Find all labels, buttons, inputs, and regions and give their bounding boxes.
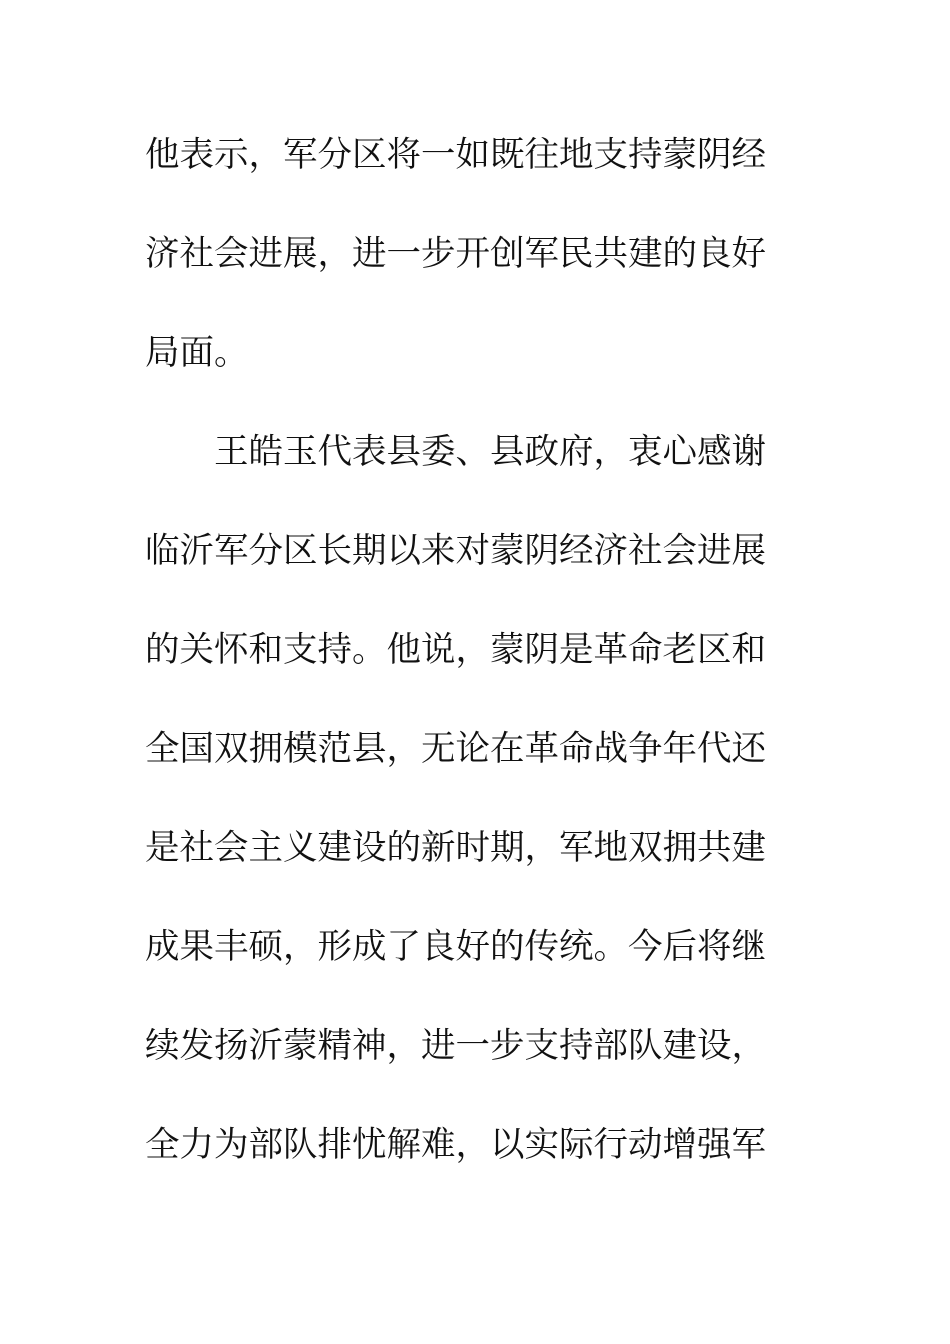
text-line: 他表示，军分区将一如既往地支持蒙阴经 [145, 135, 766, 175]
text-line: 全国双拥模范县，无论在革命战争年代还 [145, 729, 766, 769]
text-line: 成果丰硕，形成了良好的传统。今后将继 [145, 927, 766, 967]
text-line: 全力为部队排忧解难，以实际行动增强军 [145, 1125, 766, 1165]
paragraph-first-line: 王皓玉代表县委、县政府，衷心感谢 [214, 432, 766, 472]
body-text [145, 123, 785, 1212]
text-line: 是社会主义建设的新时期，军地双拥共建 [145, 828, 766, 868]
text-line: 济社会进展，进一步开创军民共建的良好 [145, 234, 766, 274]
text-line: 续发扬沂蒙精神，进一步支持部队建设， [145, 1026, 766, 1066]
text-line: 临沂军分区长期以来对蒙阴经济社会进展 [145, 531, 766, 571]
text-line: 局面。 [145, 333, 249, 373]
text-line: 的关怀和支持。他说，蒙阴是革命老区和 [145, 630, 766, 670]
